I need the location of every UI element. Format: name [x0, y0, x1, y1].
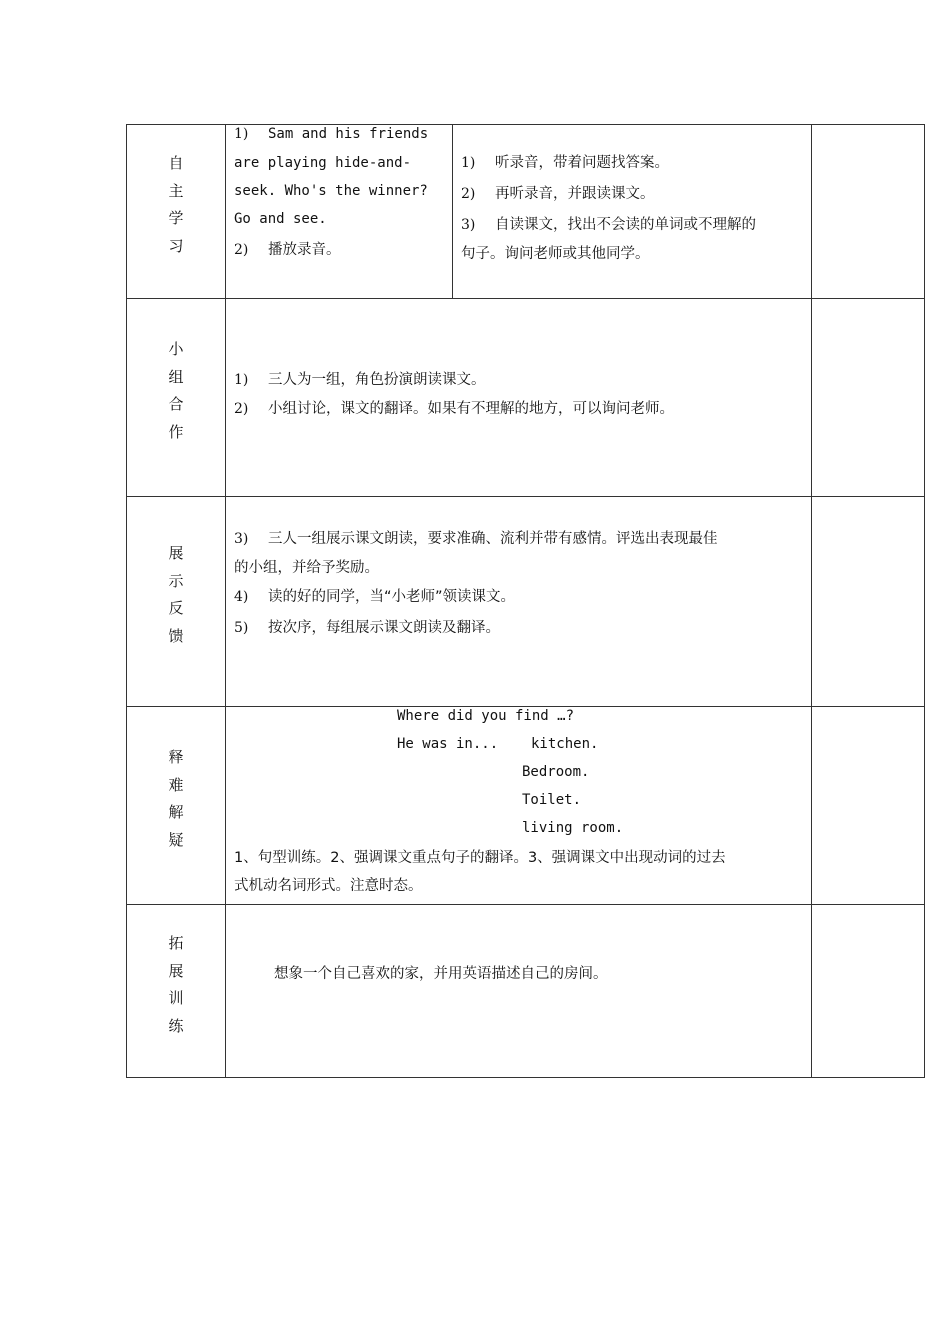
label-char: 自: [168, 154, 184, 172]
student-item-1: [461, 151, 669, 172]
item-text: 自读课文，找出不会读的单词或不理解的: [495, 217, 756, 233]
label-char: 展: [168, 544, 184, 562]
group-item-1: [234, 368, 486, 389]
section-label-presentation: [127, 540, 225, 650]
label-char: 合: [168, 395, 184, 413]
label-char: 示: [168, 571, 184, 590]
item-text: 小组讨论，课文的翻译。如果有不理解的地方，可以询问老师。: [268, 401, 674, 417]
student-item-3-line-2: 句子。询问老师或其他同学。: [461, 246, 650, 262]
label-char: 训: [168, 989, 184, 1007]
teacher-item-2: [234, 238, 341, 259]
item-number: 2): [234, 401, 249, 417]
extension-task: 想象一个自己喜欢的家，并用英语描述自己的房间。: [274, 966, 608, 982]
section-label-self-study: [127, 150, 225, 260]
item-text: 再听录音，并跟读课文。: [495, 186, 655, 202]
item-text: 按次序，每组展示课文朗读及翻译。: [268, 620, 500, 636]
teacher-item-1-line-1: [234, 126, 428, 142]
present-item-3-line-2: 的小组，并给予奖励。: [234, 560, 379, 576]
label-char: 拓: [168, 934, 184, 952]
place-word: kitchen.: [531, 736, 599, 752]
sentence-pattern-answer: He was in...: [397, 736, 499, 752]
label-char: 疑: [168, 830, 184, 849]
teacher-item-1-line-4: Go and see.: [234, 211, 327, 227]
teacher-item-1-line-3: seek. Who's the winner?: [234, 183, 428, 199]
student-item-2: [461, 182, 655, 203]
label-char: 难: [168, 775, 184, 794]
item-number: 2): [234, 242, 249, 258]
label-char: 组: [168, 367, 184, 386]
item-text: Sam and his friends: [268, 126, 429, 142]
present-item-3-line-1: [234, 527, 718, 548]
item-number: 5): [234, 620, 249, 636]
section-label-difficulties: [127, 744, 225, 854]
label-char: 馈: [168, 626, 184, 645]
item-number: 1): [234, 372, 249, 388]
item-text: 读的好的同学，当“小老师”领读课文。: [268, 589, 516, 605]
label-char: 习: [168, 236, 184, 255]
item-text: 三人一组展示课文朗读，要求准确、流利并带有感情。评选出表现最佳: [268, 531, 718, 547]
present-item-5: [234, 616, 500, 637]
student-item-3-line-1: [461, 213, 756, 234]
difficulty-notes-line-2: 式机动名词形式。注意时态。: [234, 878, 423, 894]
item-number: 1): [234, 126, 249, 142]
label-char: 练: [168, 1016, 184, 1035]
teacher-item-1-line-2: are playing hide-and-: [234, 155, 412, 171]
label-char: 释: [168, 748, 184, 766]
item-number: 3): [461, 217, 476, 233]
section-label-group-work: [127, 336, 225, 446]
place-word: Toilet.: [522, 792, 582, 808]
label-char: 小: [168, 340, 184, 358]
item-number: 3): [234, 531, 249, 547]
label-char: 展: [168, 961, 184, 980]
group-item-2: [234, 397, 674, 418]
label-char: 主: [168, 181, 184, 200]
label-char: 作: [168, 422, 184, 441]
item-text: 三人为一组，角色扮演朗读课文。: [268, 372, 486, 388]
section-label-extension: [127, 930, 225, 1040]
place-word: Bedroom.: [522, 764, 590, 780]
item-text: 播放录音。: [268, 242, 341, 258]
difficulty-notes-line-1: 1、句型训练。2、强调课文重点句子的翻译。3、强调课文中出现动词的过去: [234, 850, 726, 866]
item-number: 4): [234, 589, 249, 605]
item-text: 听录音，带着问题找答案。: [495, 155, 669, 171]
label-char: 解: [168, 803, 184, 821]
label-char: 学: [168, 209, 184, 227]
label-char: 反: [168, 599, 184, 617]
item-number: 1): [461, 155, 476, 171]
present-item-4: [234, 585, 515, 606]
item-number: 2): [461, 186, 476, 202]
place-word: living room.: [522, 820, 624, 836]
sentence-pattern-question: Where did you find …?: [397, 708, 575, 724]
